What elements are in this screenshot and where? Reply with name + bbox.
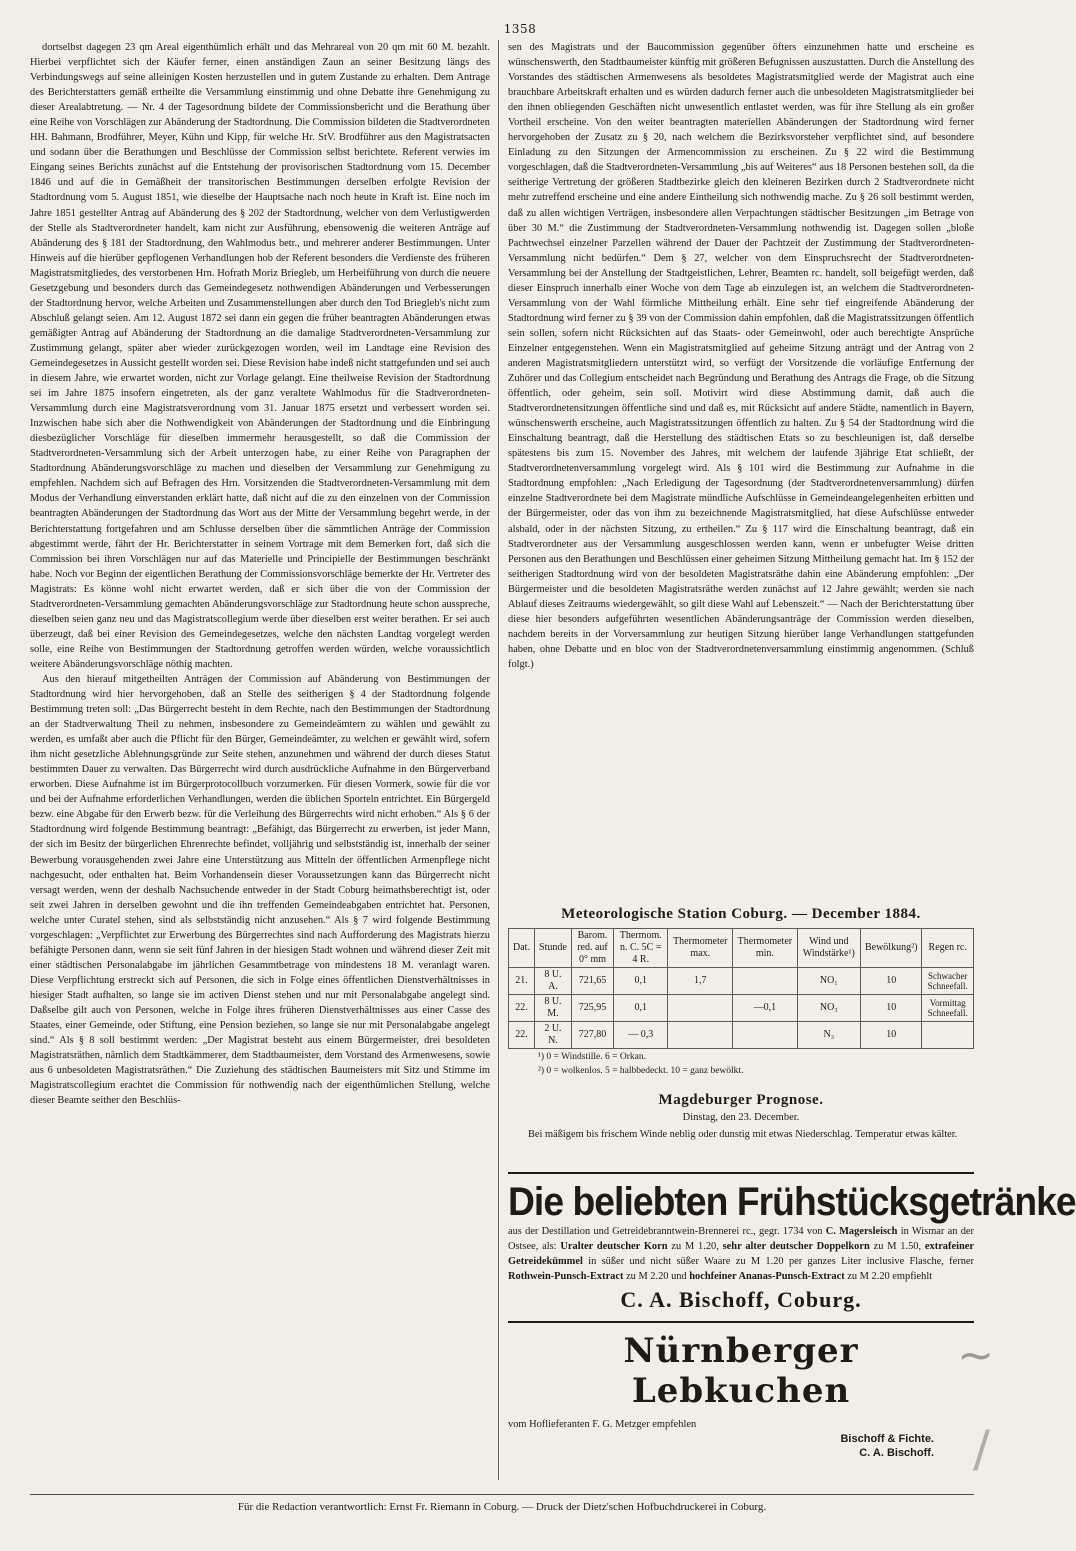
- weather-legend: ¹) 0 = Windstille. 6 = Orkan.: [538, 1052, 646, 1063]
- ad-item: Uralter deutscher Korn: [560, 1241, 668, 1253]
- weather-header: Regen rc.: [922, 929, 974, 968]
- weather-title: Meteorologische Station Coburg. — December 1884.: [561, 906, 921, 922]
- weather-row: [509, 1022, 974, 1049]
- footer-imprint: Für die Redaction verantwortlich: Ernst Fr. Riemann in Coburg. — Druck der Dietz'schen Hofbuchdruckerei in Coburg.: [30, 1494, 974, 1513]
- weather-cell: 22.: [509, 1022, 535, 1049]
- ad-price: zu M 1.20,: [671, 1241, 719, 1253]
- right-column: [508, 40, 1076, 1460]
- weather-cell: 2 U. N.: [534, 1022, 571, 1049]
- weather-legend: ²) 0 = wolkenlos. 5 = halbbedeckt. 10 = ganz bewölkt.: [538, 1066, 744, 1077]
- weather-header-row: [509, 929, 974, 968]
- weather-cell: 22.: [509, 995, 535, 1022]
- advertisement-lebkuchen: [508, 1321, 974, 1460]
- weather-cell: —0,1: [733, 995, 798, 1022]
- ad-item: hochfeiner Ananas-Punsch-Extract: [689, 1271, 845, 1283]
- article-paragraph: Aus den hierauf mitgetheilten Anträgen der Commission auf Abänderung von Bestimmungen der Stadtordnung wird hier hervorgehoben, daß an Stelle des seitherigen § 4 der Stadtordnung folgende Bestimmung treten soll: „Das Bürgerrecht besteht in dem Rechte, nach den Bestimmungen der Stadtordnung an der Stadtverwaltung Theil zu nehmen, insbesondere zu Gemeindeämtern zu wählen und gewählt zu werden, es umfaßt aber auch die Pflicht für den Bürger, Gemeindeämter, zu welchen er gewählt wird, sofern ihm nicht gesetzliche Ablehnungsgründe zur Seite stehen, anzunehmen und während der durch dieses Statut bestimmten Dauer zu verwalten. Das Bürgerrecht wird durch ausdrückliche Aufnahme in den Bürgerverband erworben. Diese Aufnahme ist im Bürgerprotocollbuch vorzumerken. Für diesen Vormerk, sowie für die vor und bei der Aufnahme erforderlichen Verhandlungen, werden die üblichen Sporteln entrichtet. Ein Bürgergeld bezw. eine Abgabe für den Erwerb bezw. für die Verleihung des Bürgerrechts wird nicht erhoben.“ Als § 6 der Stadtordnung wird folgende Bestimmung beantragt: „Befähigt, das Bürgerrecht zu erwerben, ist jeder Mann, der sich im Besitz der bürgerlichen Ehrenrechte befindet, volljährig und selbstständig ist, innerhalb der seiner Bewerbung vorausgehenden zwei Jahre eine Unterstützung aus Mitteln der öffentlichen Armenpflege nicht nachgesucht, oder enthalten hat. Beim Vorhandensein dieser Voraussetzungen kann das Bürgerrecht nicht versagt werden, wenn der deshalb Nachsuchende entweder in der Stadt Coburg heimathsberechtigt ist, oder seit zwei Jahren in derselben gewohnt und die ihn treffenden Gemeindeabgaben entrichtet hat. Personen, welche unter Curatel stehen, sind als selbstständig nicht anzusehen.“ Als § 7 wird folgende Bestimmung vorgeschlagen: „Verpflichtet zur Erwerbung des Bürgerrechtes sind nach Aufforderung des Magistrats hierzu befähigte Personen dann, wenn sie seit fünf Jahren in der hiesigen Stadt wohnen und während dieser Zeit mit einer städtischen Personalabgabe im jährlichen Gesammtbetrage von mindestens 18 M. veranlagt waren. Diese Verpflichtung erstreckt sich auf Personen, die sich in Folge eines öffentlichen Dienstverhältnisses in hiesiger Stadt aufhalten, so lange sie im activen Dienst stehen und nur mit Personalabgabe angelegt sind. Daßselbe gilt auch von Personen, welche in Folge ihres früheren Dienstverhältnisses aus einer Casse des Staates, einer Gemeinde, oder Stiftung, eine Pension beziehen, so lange sie nur mit Personalabgabe angelegt sind.“ Als § 8 soll bestimmt werden: „Der Magistrat besteht aus einem Bürgermeister, drei besoldeten Magistratsräthen, nämlich dem Stadtkämmerer, dem Stadtbaumeister, dem Vorstand des Armenwesens, sowie aus 6 unbesoldeten Magistratsräthen.“ Die Zuziehung des städtischen Baumeisters mit Sitz und Stimme im Magistratscollegium erachtet die Commission für nothwendig nach der eigenthümlichen Stellung, welche dieser Beamte seither den Beschlüs-: [30, 673, 490, 1107]
- weather-cell: [922, 1022, 974, 1049]
- prognose-section: [508, 1093, 974, 1142]
- weather-header: Thermometer min.: [733, 929, 798, 968]
- weather-section: [508, 907, 974, 1077]
- weather-cell: N₃: [797, 1022, 860, 1049]
- weather-cell: 8 U. A.: [534, 968, 571, 995]
- page-number: 1358: [503, 22, 537, 36]
- weather-table: [508, 928, 974, 1049]
- article-paragraph: dortselbst dagegen 23 qm Areal eigenthümlich erhält und das Mehrareal von 20 qm mit 60 M. bezahlt. Hierbei verpflichtet sich der Käufer ferner, einen anständigen Zaun an seiner Besitzung längs des Verbindungswegs auf seine alleinigen Kosten herzustellen und in gutem Zustande zu erhalten. Dem Antrage des Berichterstatters gemäß ertheilte die Versammlung einstimmig und ohne Debatte ihre Genehmigung zu dieser Arealabtretung. — Nr. 4 der Tagesordnung bildete der Commissionsbericht und die Berathung über eine Reihe von Vorschlägen zur Abänderung der Stadtordnung. Die Commission bildeten die Stadtverordneten HH. Bahmann, Brodführer, Meyer, Kühn und Kipp, für welche Hr. StV. Brodführer aus den Magistratsacten und sodann über die Berathungen und Beschlüsse der Commission selbst berichtete. Referent verwies im Eingang seines Berichts zunächst auf die Entstehung der provisorischen Stadtordnung vom 15. December 1846 und auf die in Gemäßheit der transitorischen Bestimmungen derselben erfolgte Revision der Stadtordnung vom 5. August 1851, wie dieselbe der Hauptsache nach noch heute in Kraft ist. Eine noch im Jahre 1851 gestellter Antrag auf Abänderung des § 202 der Stadtordnung, welcher von dem Verlustigwerden der Stelle als Stadtverordneter handelt, kam nicht zur Ausführung, ebensowenig die weiteren Anträge auf Abänderung des § 181 der Stadtordnung, den Wahlmodus betr., und mehrerer anderer Bestimmungen. Unter Hinweis auf die hierüber gepflogenen Verhandlungen hob der Referent besonders die Verdienste des früheren Magistratsmitgliedes, des verstorbenen Hrn. Hofrath Moriz Briegleb, um Herbeiführung von durch die neuere Gesetzgebung und besonders durch das Gemeindegesetz nothwendigen Abänderungen und Verbesserungen der Stadtordnung hervor, welche Arbeiten und Zusammenstellungen aber durch den Tod Briegleb's nicht zum Abschluß gelangt seien. Am 12. August 1872 sei dann ein gegen die früher beantragten Abänderungen etwas gemäßigter Antrag auf Abänderung der Stadtordnung an die damalige Stadtverordneten-Versammlung zur Zustimmung gelangt, später aber wieder zurückgezogen worden, weil im Landtage eine Revision des Gemeindegesetzes in Aussicht gestellt worden sei. Diese Revision habe indeß nicht stattgefunden und sei auch in diesem Jahre, wie erwartet worden, nicht zur Vorlage gelangt. Eine theilweise Revision der Stadtordnung sei im Jahre 1875 insofern eingetreten, als der ganz veraltete Wahlmodus für die Stadtverordneten-Versammlung durch eine Magistratsverordnung vom 31. Januar 1875 ersetzt und verbessert worden sei. Inzwischen habe sich aber die Nothwendigkeit von Abänderungen der Stadtordnung und die Einbringung diesbezüglicher Vorschläge für dieselben immermehr herausgestellt, so daß die Commission der Stadtverordneten-Versammlung sich der Arbeit unterzogen habe, zu einer Reihe von Paragraphen der Stadtordnung Abänderungsvorschläge zu machen und dieselben der Versammlung zur Genehmigung zu empfehlen. Nachdem sich auf Befragen des Hrn. Vorsitzenden die Stadtverordneten-Versammlung mit dem Modus der Verhandlung einverstanden erklärt hatte, daß nicht auf die zu den einzelnen von der Commission beantragten Abänderungen der Stadtordnung das Wort aus der Mitte der Versammlung begehrt werde, in der Berichterstattung fortgefahren und am Schlusse derselben über die sämmtlichen Anträge der Commission abgestimmt werde, fährt der Hr. Berichterstatter in seinem Vortrage mit dem Bemerken fort, daß sich die Commission bei ihren Vorschlägen nur auf das Materielle und Principielle der Bestimmungen beschränkt habe. Noch vor Beginn der eigentlichen Berathung der Commissionsvorschläge bemerkte der Hr. Vertreter des Magistrats: Es könne wohl nicht erwartet werden, daß er sich über die von der Commission der Stadtverordneten-Versammlung gemachten Abänderungsvorschläge zur Stadtordnung heute schon ausspreche, dieselben seien ganz neu und das Magistratscollegium werde über dieselben erst weiter berathen. Er sei auch überzeugt, daß bei einer Revision des Gemeindegesetzes, welche den nächsten Landtag vorgelegt werden solle, eine Reihe von Bestimmungen der Stadtordnung getroffen werden würden, welche voraussichtlich weitere Abänderungsvorschläge nöthig machten.: [30, 42, 490, 670]
- weather-cell: [733, 1022, 798, 1049]
- weather-header: Wind und Windstärke¹): [797, 929, 860, 968]
- ad-headline: Nürnberger Lebkuchen: [623, 1331, 859, 1412]
- ad-company: C. Magersleisch: [825, 1226, 898, 1238]
- weather-cell: Schwacher Schneefall.: [922, 968, 974, 995]
- weather-cell: 21.: [509, 968, 535, 995]
- weather-cell: 721,65: [571, 968, 613, 995]
- weather-header: Dat.: [509, 929, 535, 968]
- weather-header: Thermom. n. C. 5C = 4 R.: [614, 929, 668, 968]
- weather-header: Barom. red. auf 0° mm: [571, 929, 613, 968]
- ad-item: sehr alter deutscher Doppelkorn: [722, 1241, 870, 1253]
- weather-row: [509, 995, 974, 1022]
- pencil-mark: /: [973, 1420, 990, 1478]
- ad-item: extrafeiner Getreidekümmel: [508, 1241, 974, 1268]
- weather-header: Stunde: [534, 929, 571, 968]
- weather-cell: 725,95: [571, 995, 613, 1022]
- ad-body: [508, 1224, 974, 1284]
- left-column: [30, 40, 490, 1480]
- weather-header: Thermometer max.: [668, 929, 733, 968]
- ad-signature: Bischoff & Fichte.: [840, 1433, 934, 1446]
- ad-price: zu M 2.20 empfiehlt: [847, 1271, 933, 1283]
- weather-cell: — 0,3: [614, 1022, 668, 1049]
- prognose-title: Magdeburger Prognose.: [658, 1092, 824, 1109]
- column-divider: [498, 40, 499, 1480]
- weather-cell: NO₃: [797, 995, 860, 1022]
- weather-cell: 0,1: [614, 968, 668, 995]
- right-column-text: [508, 40, 974, 895]
- ad-text: aus der Destillation und Getreidebranntwein-Brennerei rc., gegr. 1734 von: [508, 1226, 823, 1238]
- weather-cell: Vormittag Schneefall.: [922, 995, 974, 1022]
- prognose-date: Dinstag, den 23. December.: [682, 1112, 800, 1124]
- ad-headline: Die beliebten Frühstücksgetränke: [508, 1180, 1076, 1225]
- weather-cell: NO₁: [797, 968, 860, 995]
- ad-body: vom Hoflieferanten F. G. Metzger empfehlen: [508, 1419, 697, 1431]
- weather-cell: 0,1: [614, 995, 668, 1022]
- weather-cell: 10: [860, 1022, 921, 1049]
- ad-item: Rothwein-Punsch-Extract: [508, 1271, 624, 1283]
- ad-text: in süßer und nicht süßer Waare zu M 1.20 per ganzes Liter inclusive Flasche, ferner: [588, 1256, 974, 1268]
- weather-cell: [668, 995, 733, 1022]
- ad-signature: C. A. Bischoff.: [859, 1447, 934, 1460]
- weather-cell: 10: [860, 995, 921, 1022]
- weather-header: Bewölkung²): [860, 929, 921, 968]
- weather-cell: 8 U. M.: [534, 995, 571, 1022]
- pencil-mark: ~: [957, 1330, 994, 1381]
- weather-cell: [668, 1022, 733, 1049]
- ad-text: in Wismar an der Ostsee, als:: [508, 1226, 974, 1253]
- weather-cell: 1,7: [668, 968, 733, 995]
- advertisement-drinks: [508, 1172, 1076, 1313]
- weather-row: [509, 968, 974, 995]
- weather-cell: [733, 968, 798, 995]
- ad-signature: C. A. Bischoff, Coburg.: [620, 1287, 862, 1313]
- article-paragraph: sen des Magistrats und der Baucommission gegenüber öfters einzunehmen hatte und erscheine es wünschenswerth, den Stadtbaumeister künftig mit größeren Befugnissen auszustatten. Durch die Anstellung des Vorstandes des städtischen Armenwesens als besoldetes Magistratsmitglied werde der Magistrat auch eine brauchbare Arbeitskraft erhalten und es würden dadurch ferner auch die unbesoldeten Magistratsmitglieder bei den ihnen obliegenden Geschäften nicht unwesentlich entlastet werden, was für ihre Stellung als ein großer Vortheil erscheine. Von den weiter beantragten materiellen Abänderungen der Stadtordnung wird ferner hervorgehoben der Zusatz zu § 20, nach welchem die Bezirksvorsteher verpflichtet sind, auf besondere Einladung zu den Sitzungen der Armencommission zu erscheinen. Zu § 22 wird die Bestimmung vorgeschlagen, daß die Stadtverordneten-Versammlung „bis auf Weiteres“ aus 18 Personen bestehen soll, da die seitherige Vertretung der größeren Stadtbezirke gleich den kleineren Bezirken durch 2 Stadtverordnete nicht mehr zutreffend erscheine und eine andere Eintheilung sich nothwendig mache. Zu § 26 soll bestimmt werden, daß zu allen wichtigen Verträgen, insbesondere allen Verpachtungen städtischer Besitzungen „im Betrage von über 30 M.“ die Zustimmung der Stadtverordneten-Versammlung nothwendig ist. Dagegen sollen „bloße Pachtwechsel einzelner Parzellen während der Dauer der Pachtzeit der Zustimmung der Stadtverordneten-Versammlung nicht bedürfen.“ Dem § 27, welcher von dem Einspruchsrecht der Stadtverordneten-Versammlung bei der Anstellung der Stadtgeistlichen, Lehrer, Beamten rc. handelt, soll beigefügt werden, daß dieser Einspruch innerhalb einer Woche von dem Tage ab einzulegen ist, an welchem die Stadtverordneten-Versammlung von der Wahl förmliche Mittheilung erhält. Eine sehr tief eingreifende Abänderung der Stadtordnung wird ferner zu § 39 von der Commission dahin empfohlen, daß die Magistratssitzungen öffentlich sein sollen, sofern nicht Rücksichten auf das Staats- oder Gemeinwohl, oder auch berechtigte Ansprüche Einzelner entgegenstehen. Wenn ein Magistratsmitglied auf geheime Sitzung anträgt und der Antrag von 2 anderen Magistratsmitgliedern unterstützt wird, so verfügt der Vorsitzende die vorläufige Entfernung der Zuhörer und das Collegium entscheidet nach Begründung und Berathung des Antrags die Frage, ob die Sitzung öffentlich, oder geheim, sein soll. Motivirt wird diese Abstimmung damit, daß auch die Stadtverordnetensitzungen öffentliche sind und daß es, mit Rücksicht auf andere Städte, namentlich in Bayern, wünschenswerth erscheine, auch Magistratssitzungen öffentlich zu halten. Zu § 54 der Stadtordnung wird die Einschaltung beantragt, daß die Herstellung des städtischen Etats so zu beschleunigen ist, daß derselbe spätestens bis zum 15. November des Jahres, mit welchem der laufende 3jährige Etat schließt, der Stadtverordnetenversammlung vorgelegt wird. Als § 101 wird die Bestimmung zur Aufnahme in die Stadtordnung empfohlen: „Nach Erledigung der Tagesordnung (der Stadtverordnetenversammlung) dürfen einzelne Stadtverordnete bei dem Magistrate mündliche Aufschlüsse in Gemeindeangelegenheiten erbitten und der Bürgermeister, oder das von ihm zu bezeichnende Magistratsmitglied, hat diese Aufschlüsse entweder alsbald, oder in der nächsten Sitzung, zu ertheilen.“ Zu § 117 wird die Einschaltung beantragt, daß ein Stadtverordneter aus der Versammlung ausgeschlossen werden kann, wenn er unbefugter Weise dritten Personen aus den Berathungen und Beschlüssen einer geheimen Sitzung Mittheilung gemacht hat. Im § 152 der seitherigen Stadtordnung wird von der besoldeten Magistratsräthe dahin eine Abänderung empfohlen: „Der Bürgermeister und die besoldeten Magistratsräthe werden zunächst auf 12 Jahre gewählt; werden sie nach Ablauf dieses Zeitraums wiedergewählt, so gilt diese Wahl auf Lebenszeit.“ — Nach der Berichterstattung über diese hier besonders aufgeführten wesentlichen Abänderungsanträge der Commission werden dieselben, nachdem bereits in der Vorversammlung zur heutigen Sitzung hierüber lange Verhandlungen stattgefunden haben, ohne Debatte und en bloc von der Stadtverordnetenversammlung einstimmig angenommen. (Schluß folgt.): [508, 42, 974, 670]
- ad-price: zu M 2.20 und: [626, 1271, 687, 1283]
- ad-price: zu M 1.50,: [873, 1241, 922, 1253]
- prognose-text: Bei mäßigem bis frischem Winde neblig oder dunstig mit etwas Niederschlag. Temperatur etwas kälter.: [528, 1129, 958, 1141]
- weather-cell: 727,80: [571, 1022, 613, 1049]
- weather-cell: 10: [860, 968, 921, 995]
